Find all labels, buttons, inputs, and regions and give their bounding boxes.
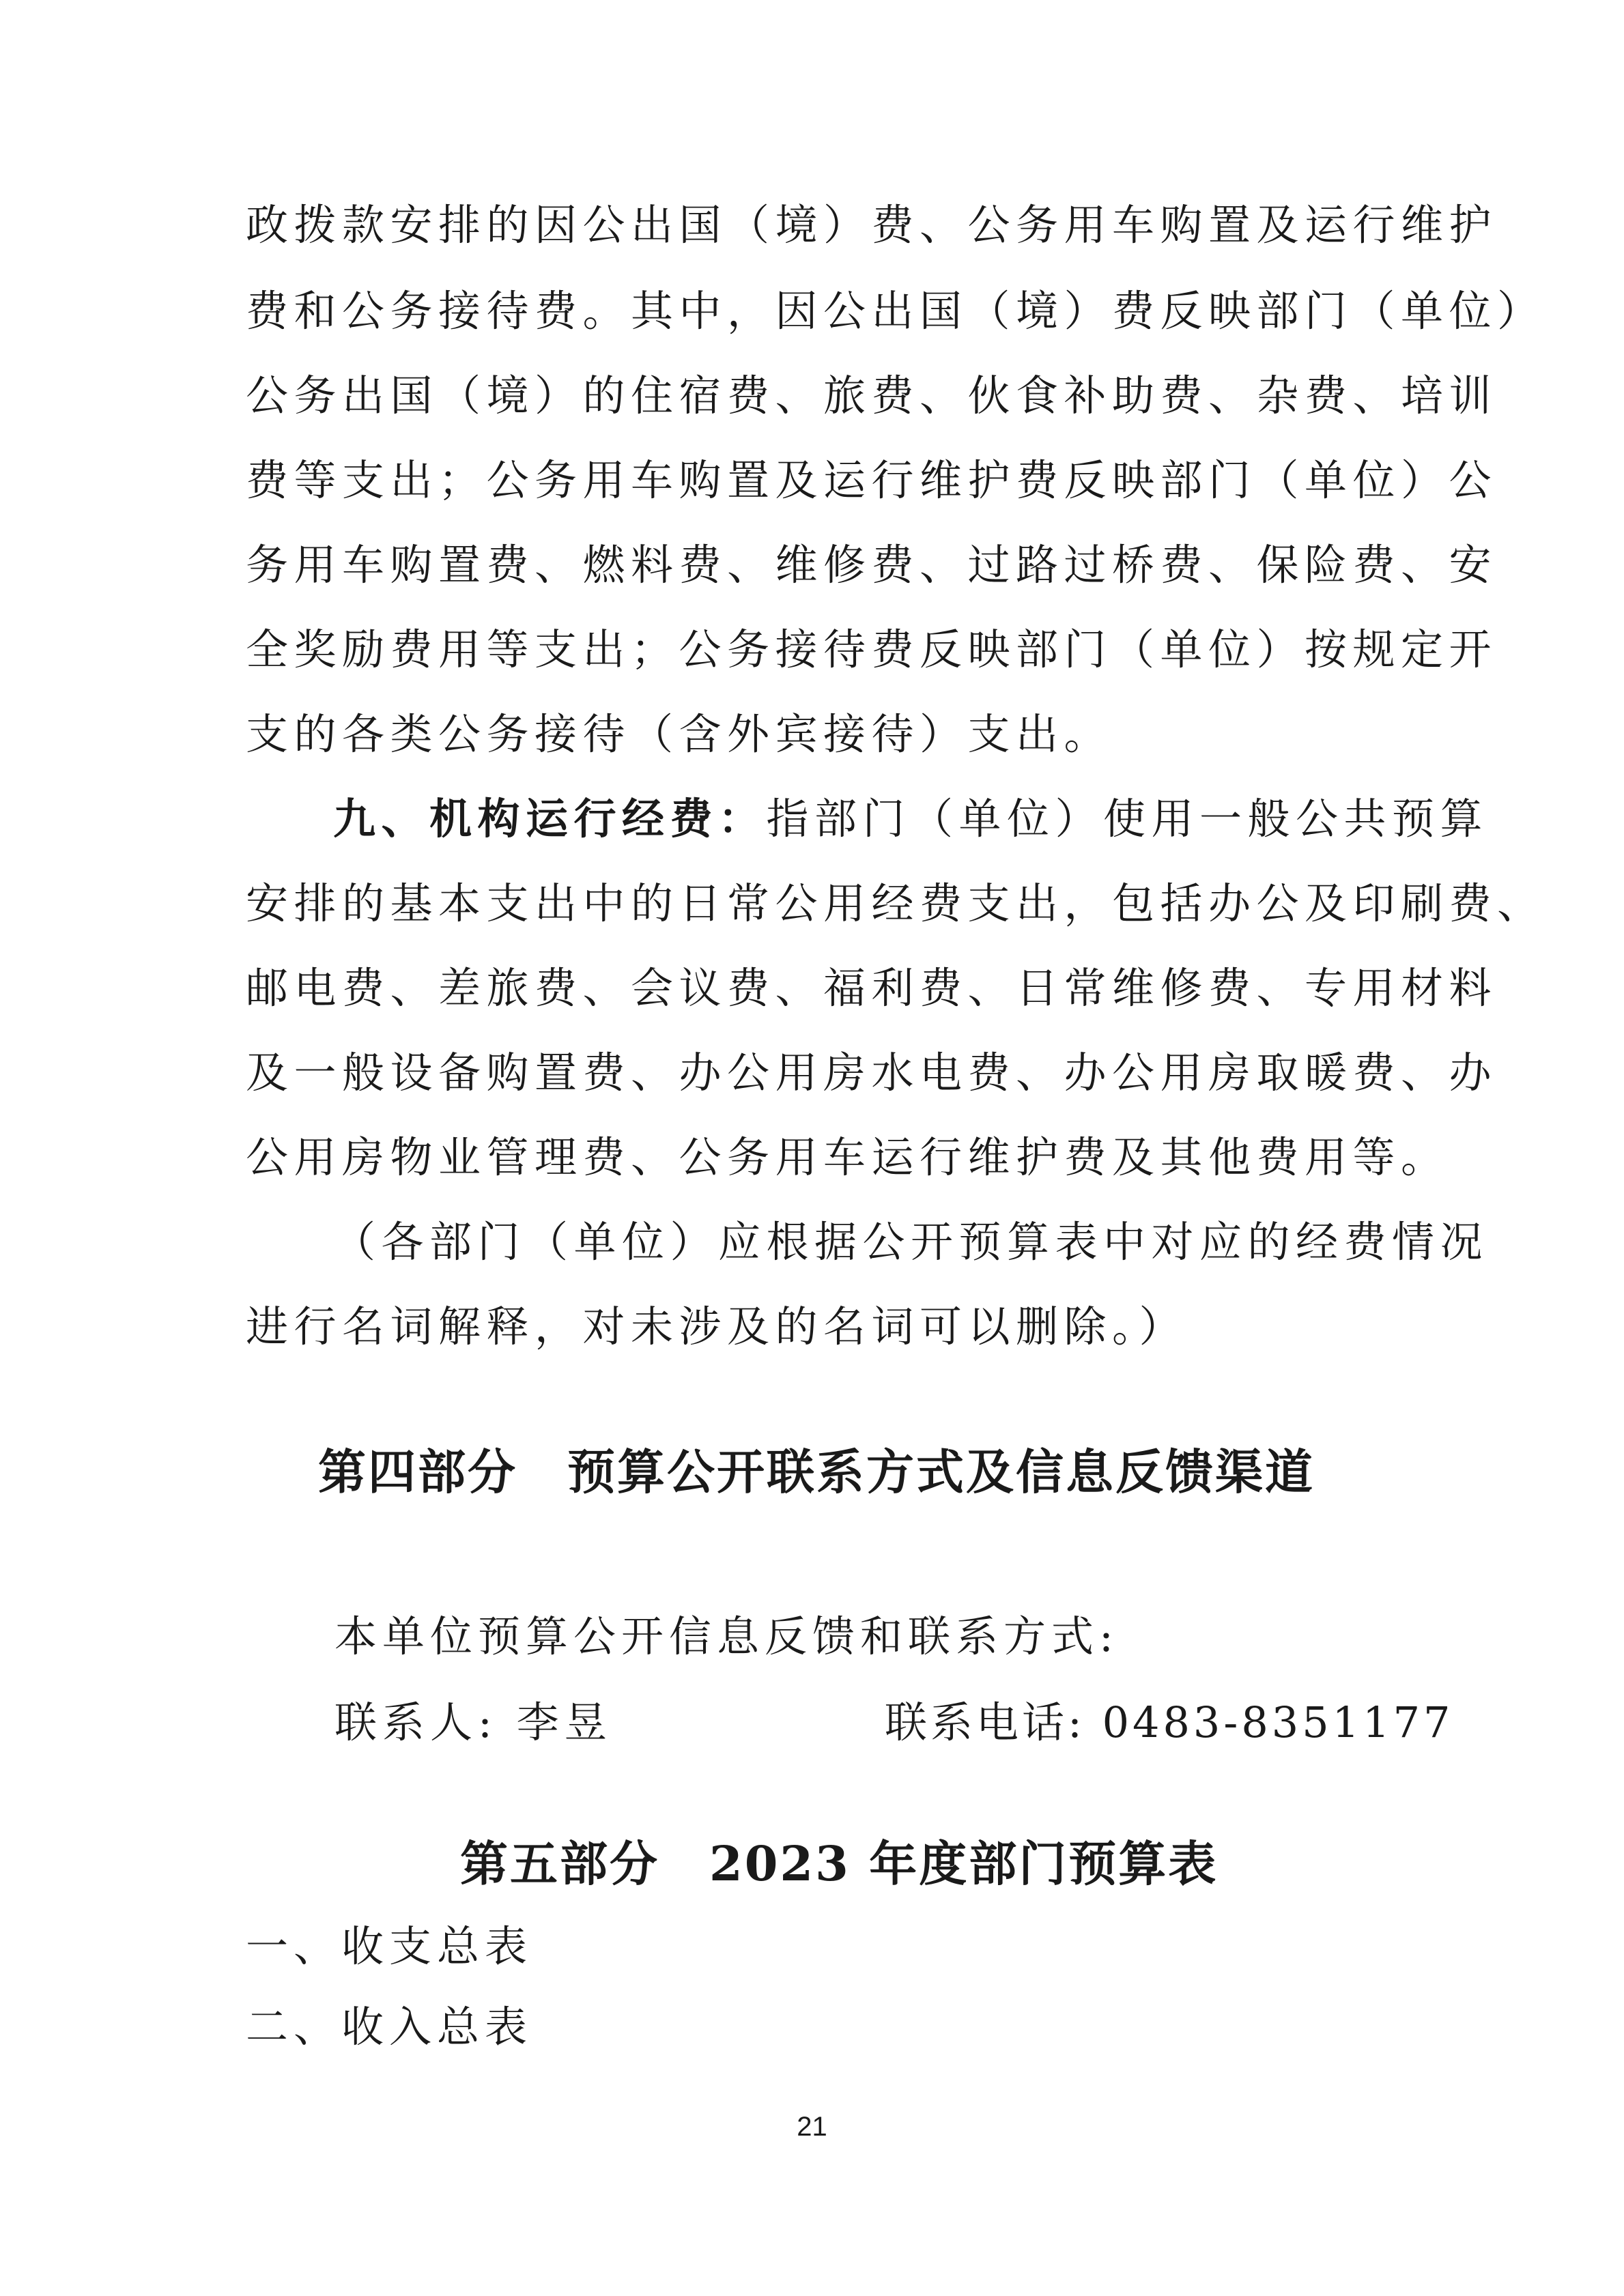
paragraph-line: 及一般设备购置费、办公用房水电费、办公用房取暖费、办 [246,1048,1498,1097]
paragraph-line: （各部门（单位）应根据公开预算表中对应的经费情况 [333,1217,1489,1267]
contact-person: 联系人: 李昱 [334,1697,612,1747]
table-list-item: 二、收入总表 [246,2002,533,2052]
paragraph-line: 公用房物业管理费、公务用车运行维护费及其他费用等。 [246,1132,1449,1182]
paragraph-line: 全奖励费用等支出；公务接待费反映部门（单位）按规定开 [246,625,1498,674]
table-list-item: 一、收支总表 [246,1921,533,1971]
paragraph-line: 安排的基本支出中的日常公用经费支出，包括办公及印刷费、 [246,878,1545,928]
paragraph-line: 费等支出；公务用车购置及运行维护费反映部门（单位）公 [246,455,1498,505]
paragraph-line: 进行名词解释，对未涉及的名词可以删除。） [246,1302,1188,1351]
paragraph-line: 政拨款安排的因公出国（境）费、公务用车购置及运行维护 [246,200,1498,250]
term-definition: 指部门（单位）使用一般公共预算 [766,794,1489,844]
paragraph-line: 支的各类公务接待（含外宾接待）支出。 [246,709,1113,759]
contact-phone: 联系电话: 0483-8351177 [885,1697,1454,1747]
paragraph-line: 费和公务接待费。其中，因公出国（境）费反映部门（单位） [246,286,1545,336]
paragraph-line: 邮电费、差旅费、会议费、福利费、日常维修费、专用材料 [246,963,1498,1013]
paragraph-line: 公务出国（境）的住宿费、旅费、伙食补助费、杂费、培训 [246,371,1498,420]
part5-heading: 第五部分 2023 年度部门预算表 [460,1835,1219,1892]
paragraph-line: 务用车购置费、燃料费、维修费、过路过桥费、保险费、安 [246,540,1498,590]
contact-intro: 本单位预算公开信息反馈和联系方式: [334,1611,1119,1661]
paragraph-line [333,792,1488,846]
page-number: 21 [797,2112,827,2142]
part4-heading: 第四部分 预算公开联系方式及信息反馈渠道 [318,1444,1315,1500]
term-heading: 九、机构运行经费： [333,794,767,844]
